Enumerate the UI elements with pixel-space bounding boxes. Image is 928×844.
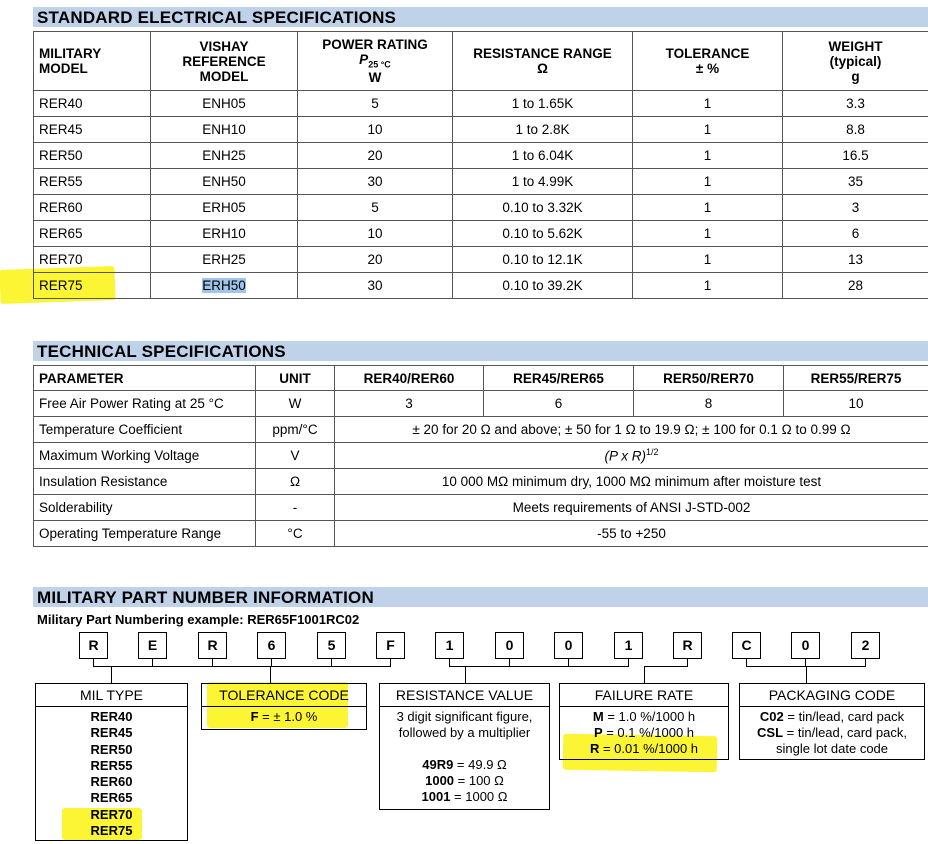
table-row: Solderability - Meets requirements of ANSI J-STD-002: [34, 495, 928, 521]
header-vishay-reference: VISHAY REFERENCE MODEL: [151, 32, 298, 91]
part-char-box: 6: [257, 632, 286, 659]
connector-line: [271, 659, 272, 666]
tolerance-code-head: TOLERANCE CODE: [202, 684, 366, 707]
std-specs-title: STANDARD ELECTRICAL SPECIFICATIONS: [33, 7, 928, 27]
resistance-value-body: 3 digit significant figure, followed by a multiplier 49R9 = 49.9 Ω 1000 = 100 Ω 1001 = 1000 Ω: [396, 709, 533, 804]
selected-text-erh50[interactable]: ERH50: [202, 278, 246, 293]
failure-rate-head: FAILURE RATE: [560, 684, 728, 707]
part-char-box: 0: [495, 632, 524, 659]
part-char-box: C: [732, 632, 761, 659]
connector-line: [270, 666, 391, 667]
part-char-box: R: [79, 632, 108, 659]
resistance-value-box: [379, 683, 550, 810]
table-row: RER40 ENH05 5 1 to 1.65K 1 3.3: [34, 91, 928, 117]
connector-line: [449, 666, 629, 667]
table-row: Maximum Working Voltage V (P x R)$^{1/2}$: [34, 443, 928, 469]
table-row: RER65 ERH10 10 0.10 to 5.62K 1 6: [34, 221, 928, 247]
tech-specs-title: TECHNICAL SPECIFICATIONS: [33, 341, 928, 361]
table-row: RER60 ERH05 5 0.10 to 3.32K 1 3: [34, 195, 928, 221]
connector-line: [93, 659, 94, 666]
header-power-rating: POWER RATING $P_{25 ^\circ C}$ W: [298, 32, 453, 91]
failure-rate-body: M = 1.0 %/1000 h P = 0.1 %/1000 h R = 0.01 %/1000 h: [589, 709, 699, 756]
table-row: RER55 ENH50 30 1 to 4.99K 1 35: [34, 169, 928, 195]
part-char-box: 1: [614, 632, 643, 659]
part-char-box: 0: [791, 632, 820, 659]
std-header-row: [34, 32, 928, 91]
connector-line: [806, 666, 807, 683]
connector-line: [111, 666, 112, 683]
part-char-box: 1: [435, 632, 464, 659]
part-char-box: 5: [317, 632, 346, 659]
connector-line: [865, 659, 866, 666]
mil-type-head: MIL TYPE: [36, 684, 187, 707]
table-row: RER50 ENH25 20 1 to 6.04K 1 16.5: [34, 143, 928, 169]
part-number-example: Military Part Numbering example: RER65F1001RC02: [37, 612, 360, 627]
part-char-box: E: [138, 632, 167, 659]
connector-line: [509, 659, 510, 666]
tech-header-row: PARAMETER UNIT RER40/RER60 RER45/RER65 RER50/RER70 RER55/RER75: [34, 366, 928, 391]
connector-line: [152, 659, 153, 666]
connector-line: [644, 666, 688, 667]
table-row: Insulation Resistance Ω 10 000 MΩ minimum dry, 1000 MΩ minimum after moisture test: [34, 469, 928, 495]
table-row: Temperature Coefficient ppm/°C ± 20 for 20 Ω and above; ± 50 for 1 Ω to 19.9 Ω; ± 100 for 0.1 Ω to 0.99 Ω: [34, 417, 928, 443]
packaging-code-body: C02 = tin/lead, card pack CSL = tin/lead, card pack, single lot date code: [757, 709, 907, 756]
connector-line: [331, 659, 332, 666]
part-char-box: R: [198, 632, 227, 659]
table-row: RER70 ERH25 20 0.10 to 12.1K 1 13: [34, 247, 928, 273]
connector-line: [805, 659, 806, 666]
mil-type-list: RER40 RER45 RER50 RER55 RER60 RER65 RER70 RER75: [90, 709, 133, 839]
table-row-rer75: RER75 ERH50 30 0.10 to 39.2K 1 28: [34, 273, 928, 299]
part-char-box: 2: [851, 632, 880, 659]
tolerance-code-box: [201, 683, 367, 730]
connector-line: [644, 666, 645, 683]
table-row: Operating Temperature Range °C -55 to +250: [34, 521, 928, 547]
connector-line: [628, 659, 629, 666]
header-tolerance: TOLERANCE ± %: [633, 32, 783, 91]
part-char-box: F: [376, 632, 405, 659]
mil-part-title: MILITARY PART NUMBER INFORMATION: [33, 587, 928, 607]
packaging-code-head: PACKAGING CODE: [740, 684, 924, 707]
mil-type-box: [35, 683, 188, 841]
part-char-box: 0: [554, 632, 583, 659]
connector-line: [687, 659, 688, 666]
failure-rate-box: [559, 683, 729, 760]
connector-line: [390, 659, 391, 666]
header-resistance-range: RESISTANCE RANGE Ω: [453, 32, 633, 91]
tolerance-code-value: F = ± 1.0 %: [250, 709, 318, 724]
std-specs-table: [33, 31, 928, 299]
part-char-box: R: [673, 632, 702, 659]
table-row: Free Air Power Rating at 25 °C W 3 6 8 10: [34, 391, 928, 417]
connector-line: [212, 659, 213, 666]
table-row: RER45 ENH10 10 1 to 2.8K 1 8.8: [34, 117, 928, 143]
packaging-code-box: [739, 683, 925, 760]
resistance-value-head: RESISTANCE VALUE: [380, 684, 549, 707]
connector-line: [449, 659, 450, 666]
connector-line: [568, 659, 569, 666]
header-weight: WEIGHT (typical) g: [783, 32, 928, 91]
connector-line: [746, 659, 747, 666]
header-military-model: MILITARY MODEL: [34, 32, 151, 91]
connector-line: [270, 666, 271, 683]
tech-specs-table: [33, 365, 928, 547]
connector-line: [465, 666, 466, 683]
